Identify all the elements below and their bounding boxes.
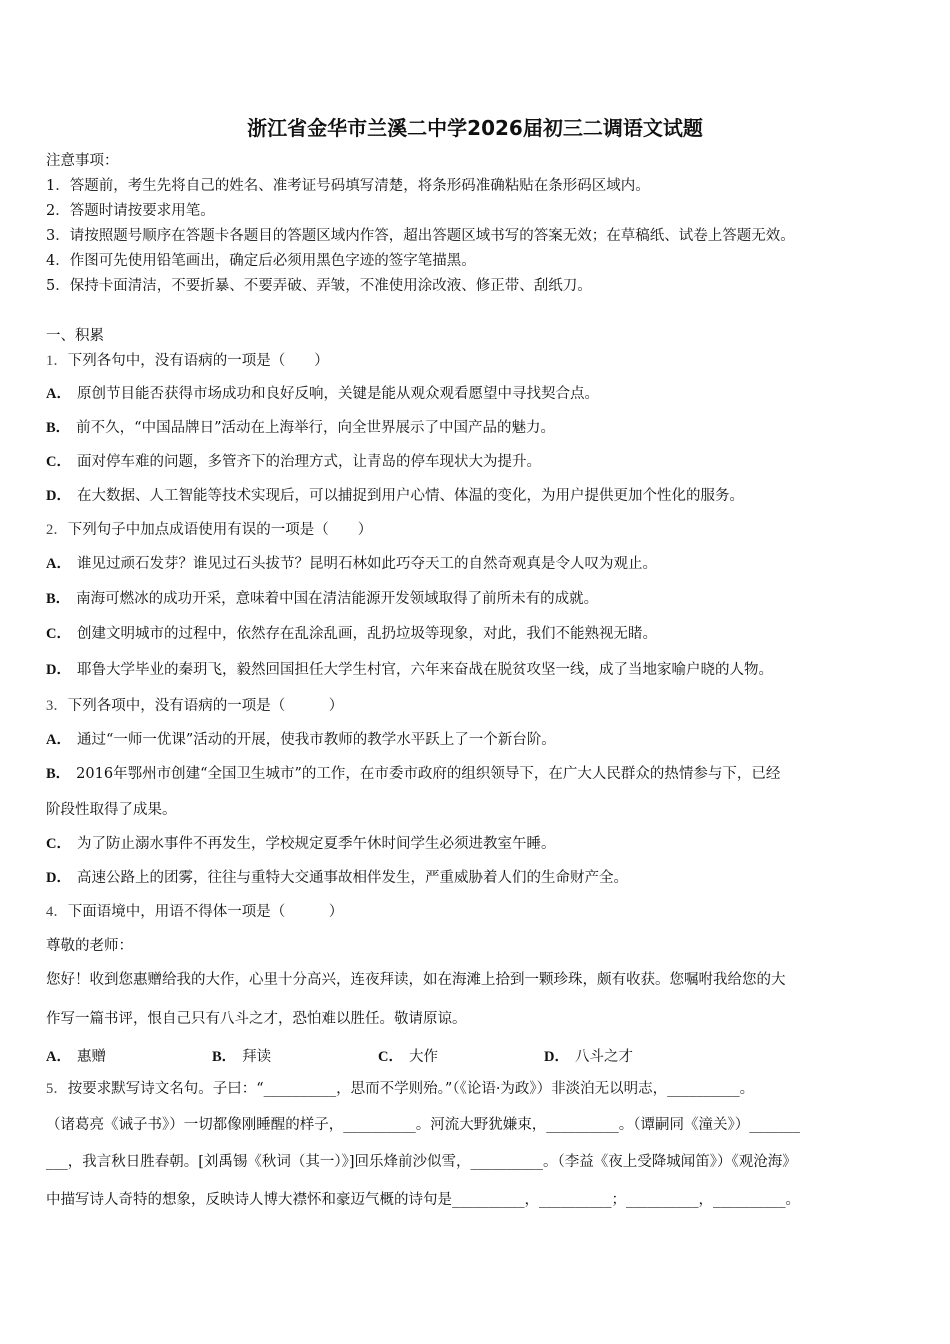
option-text: 大作 — [408, 1049, 438, 1065]
note-item: 5．保持卡面清洁，不要折暴、不要弄破、弄皱，不准使用涂改液、修正带、刮纸刀。 — [46, 278, 592, 294]
q4-body-line: 作写一篇书评，恨自己只有八斗之才，恐怕难以胜任。敬请原谅。 — [46, 1011, 467, 1027]
question-number: 1． — [46, 353, 68, 369]
option-letter: D． — [46, 870, 71, 886]
q4-body-line: 您好！收到您惠赠给我的大作，心里十分高兴，连夜拜读，如在海滩上拾到一颗珍珠，颇有收获。您嘱咐我给您的大 — [46, 972, 786, 988]
question-number: 3． — [46, 698, 68, 714]
q2-option-d — [46, 661, 773, 679]
question-4 — [46, 903, 343, 921]
q4-options — [46, 1045, 710, 1066]
question-number: 4． — [46, 904, 68, 920]
option-text: 2016年鄂州市创建“全国卫生城市”的工作，在市委市政府的组织领导下，在广大人民群众的热情参与下，已经 — [76, 766, 781, 782]
option-text: 面对停车难的问题，多管齐下的治理方式，让青岛的停车现状大为提升。 — [76, 454, 541, 470]
notes-heading: 注意事项： — [46, 153, 119, 169]
q1-option-b — [46, 419, 555, 437]
q3-option-b — [46, 765, 780, 783]
option-letter: B． — [46, 766, 71, 782]
q4-option-d — [544, 1045, 710, 1066]
q2-option-c — [46, 625, 657, 643]
option-letter: D． — [46, 488, 71, 504]
option-letter: A． — [46, 556, 71, 572]
option-text: 八斗之才 — [574, 1049, 633, 1065]
option-letter: A． — [46, 386, 71, 402]
question-stem: 下面语境中，用语不得体一项是（ ） — [67, 904, 344, 920]
option-text: 阶段性取得了成果。 — [46, 802, 177, 818]
option-letter: B． — [212, 1049, 237, 1065]
question-number: 5． — [46, 1081, 68, 1097]
question-number: 2． — [46, 522, 68, 538]
note-item: 4．作图可先使用铅笔画出，确定后必须用黑色字迹的签字笔描黑。 — [46, 253, 476, 269]
option-letter: A． — [46, 732, 71, 748]
q5-line: 中描写诗人奇特的想象，反映诗人博大襟怀和豪迈气概的诗句是__________，__________；__________，__________。 — [46, 1192, 800, 1208]
q3-option-d — [46, 869, 628, 887]
option-text: 惠赠 — [76, 1049, 106, 1065]
question-2 — [46, 521, 372, 539]
q1-option-d — [46, 487, 744, 505]
option-letter: D． — [46, 662, 71, 678]
question-text: 按要求默写诗文名句。子曰：“__________，思而不学则殆。”（《论语·为政》）非淡泊无以明志，__________。 — [67, 1081, 755, 1097]
option-letter: C． — [46, 626, 71, 642]
option-text: 为了防止溺水事件不再发生，学校规定夏季午休时间学生必须进教室午睡。 — [76, 836, 556, 852]
option-letter: B． — [46, 591, 71, 607]
option-text: 谁见过顽石发芽？谁见过石头拔节？昆明石林如此巧夺天工的自然奇观真是令人叹为观止。 — [76, 556, 657, 572]
q1-option-c — [46, 453, 541, 471]
option-letter: B． — [46, 420, 71, 436]
option-letter: A． — [46, 1049, 71, 1065]
option-text: 耶鲁大学毕业的秦玥飞，毅然回国担任大学生村官，六年来奋战在脱贫攻坚一线，成了当地家喻户晓的人物。 — [76, 662, 773, 678]
page-title: 浙江省金华市兰溪二中学2026届初三二调语文试题 — [247, 116, 703, 140]
option-letter: D． — [544, 1049, 569, 1065]
option-letter: C． — [46, 454, 71, 470]
option-text: 南海可燃冰的成功开采，意味着中国在清洁能源开发领域取得了前所未有的成就。 — [76, 591, 599, 607]
q2-option-a — [46, 555, 657, 573]
option-letter: C． — [46, 836, 71, 852]
option-text: 高速公路上的团雾，往往与重特大交通事故相伴发生，严重威胁着人们的生命财产全。 — [76, 870, 628, 886]
option-text: 通过“一师一优课”活动的开展，使我市教师的教学水平跃上了一个新台阶。 — [76, 732, 556, 748]
option-text: 前不久，“中国品牌日”活动在上海举行，向全世界展示了中国产品的魅力。 — [76, 420, 555, 436]
q3-option-b-cont — [46, 801, 177, 819]
option-text: 在大数据、人工智能等技术实现后，可以捕捉到用户心情、体温的变化，为用户提供更加个性化的服务。 — [76, 488, 744, 504]
question-1 — [46, 352, 329, 370]
note-item: 3．请按照题号顺序在答题卡各题目的答题区域内作答，超出答题区域书写的答案无效；在草稿纸、试卷上答题无效。 — [46, 228, 795, 244]
q5-line: ___，我言秋日胜春朝。[刘禹锡《秋词（其一）》]回乐烽前沙似雪，__________。（李益《夜上受降城闻笛》）《观沧海》 — [46, 1154, 797, 1170]
note-item: 2．答题时请按要求用笔。 — [46, 203, 215, 219]
q3-option-c — [46, 835, 555, 853]
q1-option-a — [46, 385, 599, 403]
note-item: 1．答题前，考生先将自己的姓名、准考证号码填写清楚，将条形码准确粘贴在条形码区域内。 — [46, 178, 650, 194]
question-stem: 下列各项中，没有语病的一项是（ ） — [67, 698, 344, 714]
q3-option-a — [46, 731, 556, 749]
question-stem: 下列各句中，没有语病的一项是（ ） — [67, 353, 329, 369]
question-stem: 下列句子中加点成语使用有误的一项是（ ） — [67, 522, 373, 538]
q5-line: （诸葛亮《诫子书》）一切都像刚睡醒的样子，__________。河流大野犹嫌束，__________。（谭嗣同《潼关》）_______ — [46, 1117, 800, 1133]
q4-greeting: 尊敬的老师： — [46, 938, 133, 954]
option-text: 创建文明城市的过程中，依然存在乱涂乱画，乱扔垃圾等现象，对此，我们不能熟视无睹。 — [76, 626, 657, 642]
q4-option-c — [378, 1045, 544, 1066]
option-text: 原创节目能否获得市场成功和良好反响，关键是能从观众观看愿望中寻找契合点。 — [76, 386, 599, 402]
option-text: 拜读 — [242, 1049, 272, 1065]
section-heading: 一、积累 — [46, 328, 104, 344]
question-5 — [46, 1080, 754, 1098]
question-3 — [46, 697, 343, 715]
q2-option-b — [46, 590, 598, 608]
q4-option-b — [212, 1045, 378, 1066]
option-letter: C． — [378, 1049, 403, 1065]
q4-option-a — [46, 1045, 212, 1066]
